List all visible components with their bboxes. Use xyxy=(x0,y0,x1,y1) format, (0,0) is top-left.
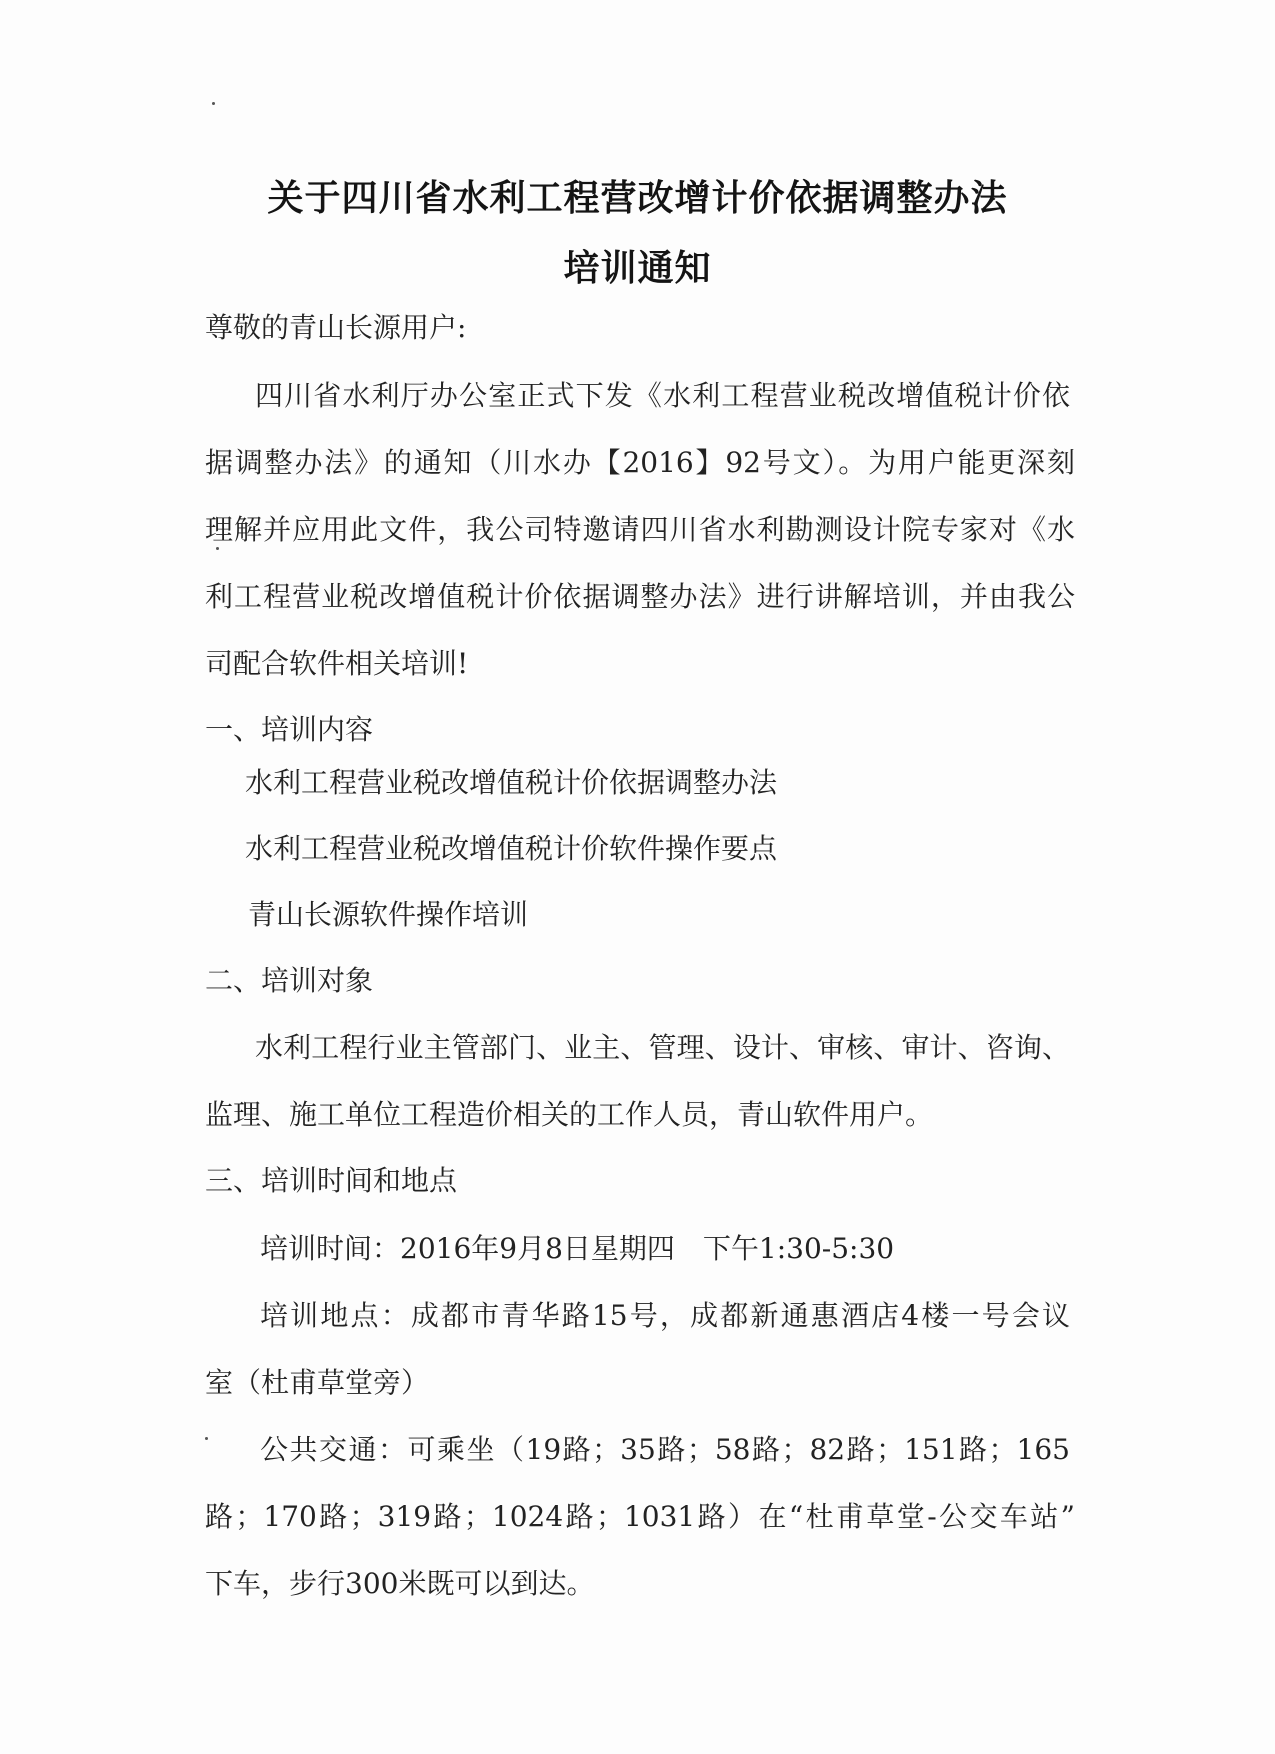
training-place-line-2: 室（杜甫草堂旁） xyxy=(205,1366,430,1399)
intro-line-3: 理解并应用此文件，我公司特邀请四川省水利勘测设计院专家对《水 xyxy=(205,513,1075,546)
intro-line-5: 司配合软件相关培训! xyxy=(205,647,469,680)
content-item-3: 青山长源软件操作培训 xyxy=(248,898,529,931)
intro-line-4: 利工程营业税改增值税计价依据调整办法》进行讲解培训，并由我公 xyxy=(205,580,1075,613)
intro-line-1: 四川省水利厅办公室正式下发《水利工程营业税改增值税计价依 xyxy=(255,379,1070,412)
training-time: 培训时间：2016年9月8日星期四 下午1:30-5:30 xyxy=(260,1232,895,1265)
transit-line-3: 下车，步行300米既可以到达。 xyxy=(205,1567,595,1600)
audience-line-1: 水利工程行业主管部门、业主、管理、设计、审核、审计、咨询、 xyxy=(255,1031,1070,1064)
training-place-line-1: 培训地点：成都市青华路15号，成都新通惠酒店4楼一号会议 xyxy=(260,1299,1070,1332)
section-heading-time-place: 三、培训时间和地点 xyxy=(205,1164,458,1197)
content-item-2: 水利工程营业税改增值税计价软件操作要点 xyxy=(245,832,778,865)
document-title: 关于四川省水利工程营改增计价依据调整办法 xyxy=(267,178,1008,219)
section-heading-audience: 二、培训对象 xyxy=(205,964,374,997)
content-item-1: 水利工程营业税改增值税计价依据调整办法 xyxy=(245,766,778,799)
transit-line-1: 公共交通：可乘坐（19路；35路；58路；82路；151路；165 xyxy=(260,1433,1070,1466)
salutation: 尊敬的青山长源用户: xyxy=(205,311,467,344)
document-subtitle: 培训通知 xyxy=(563,248,712,289)
scan-speck xyxy=(205,1437,208,1440)
section-heading-content: 一、培训内容 xyxy=(205,713,374,746)
transit-line-2: 路；170路；319路；1024路；1031路）在“杜甫草堂-公交车站” xyxy=(205,1500,1075,1533)
audience-line-2: 监理、施工单位工程造价相关的工作人员，青山软件用户。 xyxy=(205,1098,934,1131)
intro-line-2: 据调整办法》的通知（川水办【2016】92号文）。为用户能更深刻 xyxy=(205,446,1075,479)
scan-speck xyxy=(212,102,215,105)
